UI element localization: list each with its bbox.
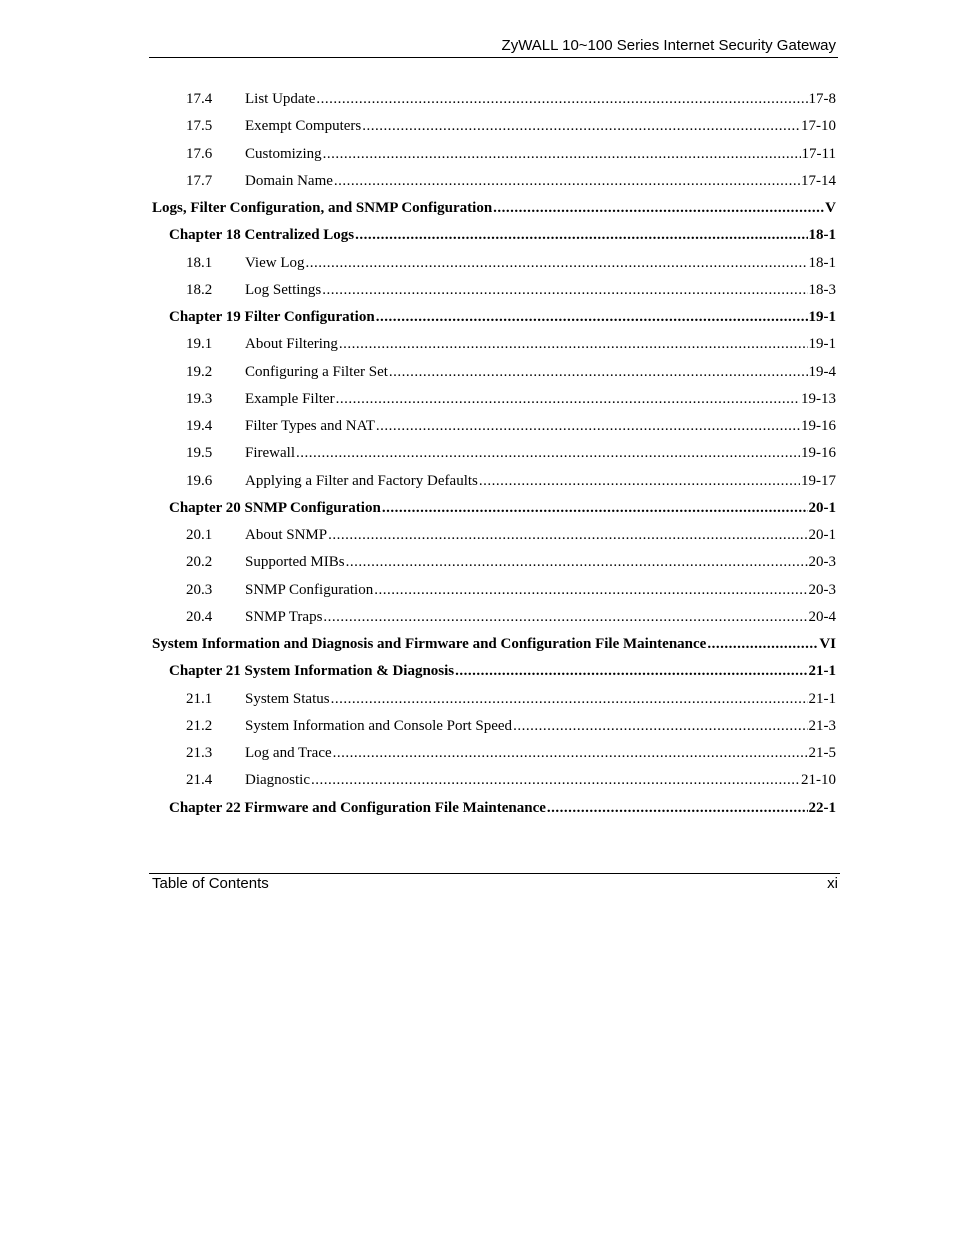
dot-leader xyxy=(493,199,824,217)
toc-page-number: 17-14 xyxy=(801,172,836,189)
toc-entry-title: Chapter 18 Centralized Logs xyxy=(169,227,355,244)
toc-entry-title: About SNMP xyxy=(245,527,328,543)
footer-rule xyxy=(149,873,840,874)
toc-entry-title: Chapter 20 SNMP Configuration xyxy=(169,499,381,516)
toc-section-number: 20.3 xyxy=(186,581,213,598)
dot-leader xyxy=(306,254,808,272)
toc-chapter-entry[interactable] xyxy=(169,224,836,244)
toc-section-entry[interactable] xyxy=(186,361,836,381)
toc-section-entry[interactable] xyxy=(186,579,836,599)
toc-section-entry[interactable] xyxy=(186,742,836,762)
toc-entry-title: Example Filter xyxy=(245,390,335,407)
toc-page-number: 17-11 xyxy=(801,145,836,162)
toc-section-number: 17.7 xyxy=(186,172,213,189)
dot-leader xyxy=(382,499,808,517)
toc-page-number: 18-1 xyxy=(808,227,836,244)
toc-entry-title: Applying a Filter and Factory Defaults xyxy=(245,472,478,489)
toc-page-number: V xyxy=(825,200,836,216)
toc-chapter-entry[interactable] xyxy=(169,497,836,517)
toc-section-number: 21.1 xyxy=(186,690,213,707)
toc-entry-title: Domain Name xyxy=(245,172,333,189)
toc-page-number: 20-3 xyxy=(808,554,836,571)
toc-entry-title: SNMP Traps xyxy=(245,608,323,625)
toc-entry-title: Logs, Filter Configuration, and SNMP Configuration xyxy=(152,200,493,216)
toc-section-entry[interactable] xyxy=(186,470,836,490)
toc-page-number: 19-13 xyxy=(801,390,836,407)
toc-section-number: 17.4 xyxy=(186,91,213,107)
dot-leader xyxy=(322,281,807,299)
dot-leader xyxy=(355,226,807,244)
dot-leader xyxy=(328,526,807,544)
toc-section-entry[interactable] xyxy=(186,415,836,435)
dot-leader xyxy=(296,444,800,462)
toc-page-number: 21-1 xyxy=(808,663,836,680)
toc-page-number: 20-1 xyxy=(808,527,836,543)
toc-page-number: 18-1 xyxy=(808,254,836,271)
dot-leader xyxy=(455,662,807,680)
toc-section-number: 18.1 xyxy=(186,254,213,271)
toc-part-entry[interactable] xyxy=(152,633,836,653)
toc-section-number: 19.6 xyxy=(186,472,213,489)
dot-leader xyxy=(334,172,800,190)
toc-chapter-entry[interactable] xyxy=(169,797,836,817)
toc-entry-title: About Filtering xyxy=(245,336,338,353)
toc-entry-title: Chapter 22 Firmware and Configuration File Maintenance xyxy=(169,799,546,816)
toc-section-entry[interactable] xyxy=(186,442,836,462)
toc-section-entry[interactable] xyxy=(186,524,836,544)
dot-leader xyxy=(707,635,818,653)
toc-page-number: 19-17 xyxy=(801,472,836,489)
dot-leader xyxy=(362,117,800,135)
toc-section-number: 19.3 xyxy=(186,390,213,407)
toc-section-number: 19.2 xyxy=(186,363,213,380)
toc-entry-title: Supported MIBs xyxy=(245,554,345,571)
toc-section-entry[interactable] xyxy=(186,143,836,163)
dot-leader xyxy=(346,553,808,571)
toc-section-number: 19.5 xyxy=(186,445,213,462)
toc-section-number: 21.3 xyxy=(186,745,213,761)
toc-page-number: 21-3 xyxy=(808,717,836,734)
dot-leader xyxy=(376,417,800,435)
toc-page-number: 21-5 xyxy=(808,745,836,761)
toc-entry-title: List Update xyxy=(245,91,316,107)
toc-chapter-entry[interactable] xyxy=(169,660,836,680)
dot-leader xyxy=(311,771,800,789)
toc-section-number: 18.2 xyxy=(186,281,213,298)
toc-entry-title: Log and Trace xyxy=(245,745,332,761)
toc-entry-title: View Log xyxy=(245,254,305,271)
toc-page-number: 19-16 xyxy=(801,418,836,434)
toc-page-number: 17-10 xyxy=(801,118,836,135)
toc-section-entry[interactable] xyxy=(186,769,836,789)
toc-entry-title: System Status xyxy=(245,690,330,707)
toc-page-number: 22-1 xyxy=(808,799,836,816)
toc-section-entry[interactable] xyxy=(186,551,836,571)
dot-leader xyxy=(323,608,807,626)
toc-page-number: 19-4 xyxy=(808,363,836,380)
toc-section-number: 20.4 xyxy=(186,608,213,625)
dot-leader xyxy=(339,335,808,353)
toc-entry-title: System Information and Console Port Speed xyxy=(245,717,513,734)
toc-entry-title: Chapter 19 Filter Configuration xyxy=(169,309,375,325)
dot-leader xyxy=(336,390,800,408)
toc-entry-title: Chapter 21 System Information & Diagnosis xyxy=(169,663,455,680)
toc-page-number: 21-10 xyxy=(801,772,836,789)
toc-section-number: 21.2 xyxy=(186,717,213,734)
toc-page-number: 21-1 xyxy=(808,690,836,707)
toc-page-number: 19-16 xyxy=(801,445,836,462)
toc-page-number: VI xyxy=(819,636,836,652)
page-header-title: ZyWALL 10~100 Series Internet Security Gateway xyxy=(501,37,836,54)
toc-section-entry[interactable] xyxy=(186,688,836,708)
toc-entry-title: Filter Types and NAT xyxy=(245,418,375,434)
toc-entry-title: Configuring a Filter Set xyxy=(245,363,388,380)
toc-page-number: 19-1 xyxy=(808,309,836,325)
toc-chapter-entry[interactable] xyxy=(169,306,836,326)
toc-entry-title: Customizing xyxy=(245,145,322,162)
dot-leader xyxy=(547,799,808,817)
toc-entry-title: Firewall xyxy=(245,445,295,462)
toc-section-entry[interactable] xyxy=(186,170,836,190)
toc-page-number: 20-3 xyxy=(808,581,836,598)
toc-entry-title: SNMP Configuration xyxy=(245,581,374,598)
dot-leader xyxy=(376,308,808,326)
toc-page-number: 20-1 xyxy=(808,499,836,516)
toc-section-entry[interactable] xyxy=(186,252,836,272)
toc-entry-title: Diagnostic xyxy=(245,772,310,789)
toc-section-entry[interactable] xyxy=(186,88,836,108)
toc-page-number: 18-3 xyxy=(808,281,836,298)
toc-section-entry[interactable] xyxy=(186,333,836,353)
dot-leader xyxy=(323,145,801,163)
toc-section-entry[interactable] xyxy=(186,715,836,735)
toc-entry-title: Log Settings xyxy=(245,281,322,298)
footer-section-title: Table of Contents xyxy=(152,875,269,892)
dot-leader xyxy=(374,581,807,599)
toc-page-number: 20-4 xyxy=(808,608,836,625)
toc-section-number: 19.4 xyxy=(186,418,213,434)
dot-leader xyxy=(513,717,807,735)
header-rule xyxy=(149,57,838,58)
toc-part-entry[interactable] xyxy=(152,197,836,217)
toc-section-entry[interactable] xyxy=(186,279,836,299)
toc-entry-title: Exempt Computers xyxy=(245,118,362,135)
toc-section-entry[interactable] xyxy=(186,115,836,135)
toc-entry-title: System Information and Diagnosis and Firmware and Configuration File Maintenance xyxy=(152,636,707,652)
dot-leader xyxy=(331,690,808,708)
toc-page-number: 17-8 xyxy=(808,91,836,107)
toc-section-entry[interactable] xyxy=(186,388,836,408)
toc-section-entry[interactable] xyxy=(186,606,836,626)
dot-leader xyxy=(479,472,800,490)
footer-page-number: xi xyxy=(827,875,838,892)
toc-section-number: 17.5 xyxy=(186,118,213,135)
toc-section-number: 17.6 xyxy=(186,145,213,162)
toc-section-number: 20.2 xyxy=(186,554,213,571)
toc-section-number: 19.1 xyxy=(186,336,213,353)
dot-leader xyxy=(316,90,807,108)
dot-leader xyxy=(333,744,808,762)
dot-leader xyxy=(389,363,808,381)
toc-section-number: 21.4 xyxy=(186,772,213,789)
toc-section-number: 20.1 xyxy=(186,527,213,543)
toc-page-number: 19-1 xyxy=(808,336,836,353)
